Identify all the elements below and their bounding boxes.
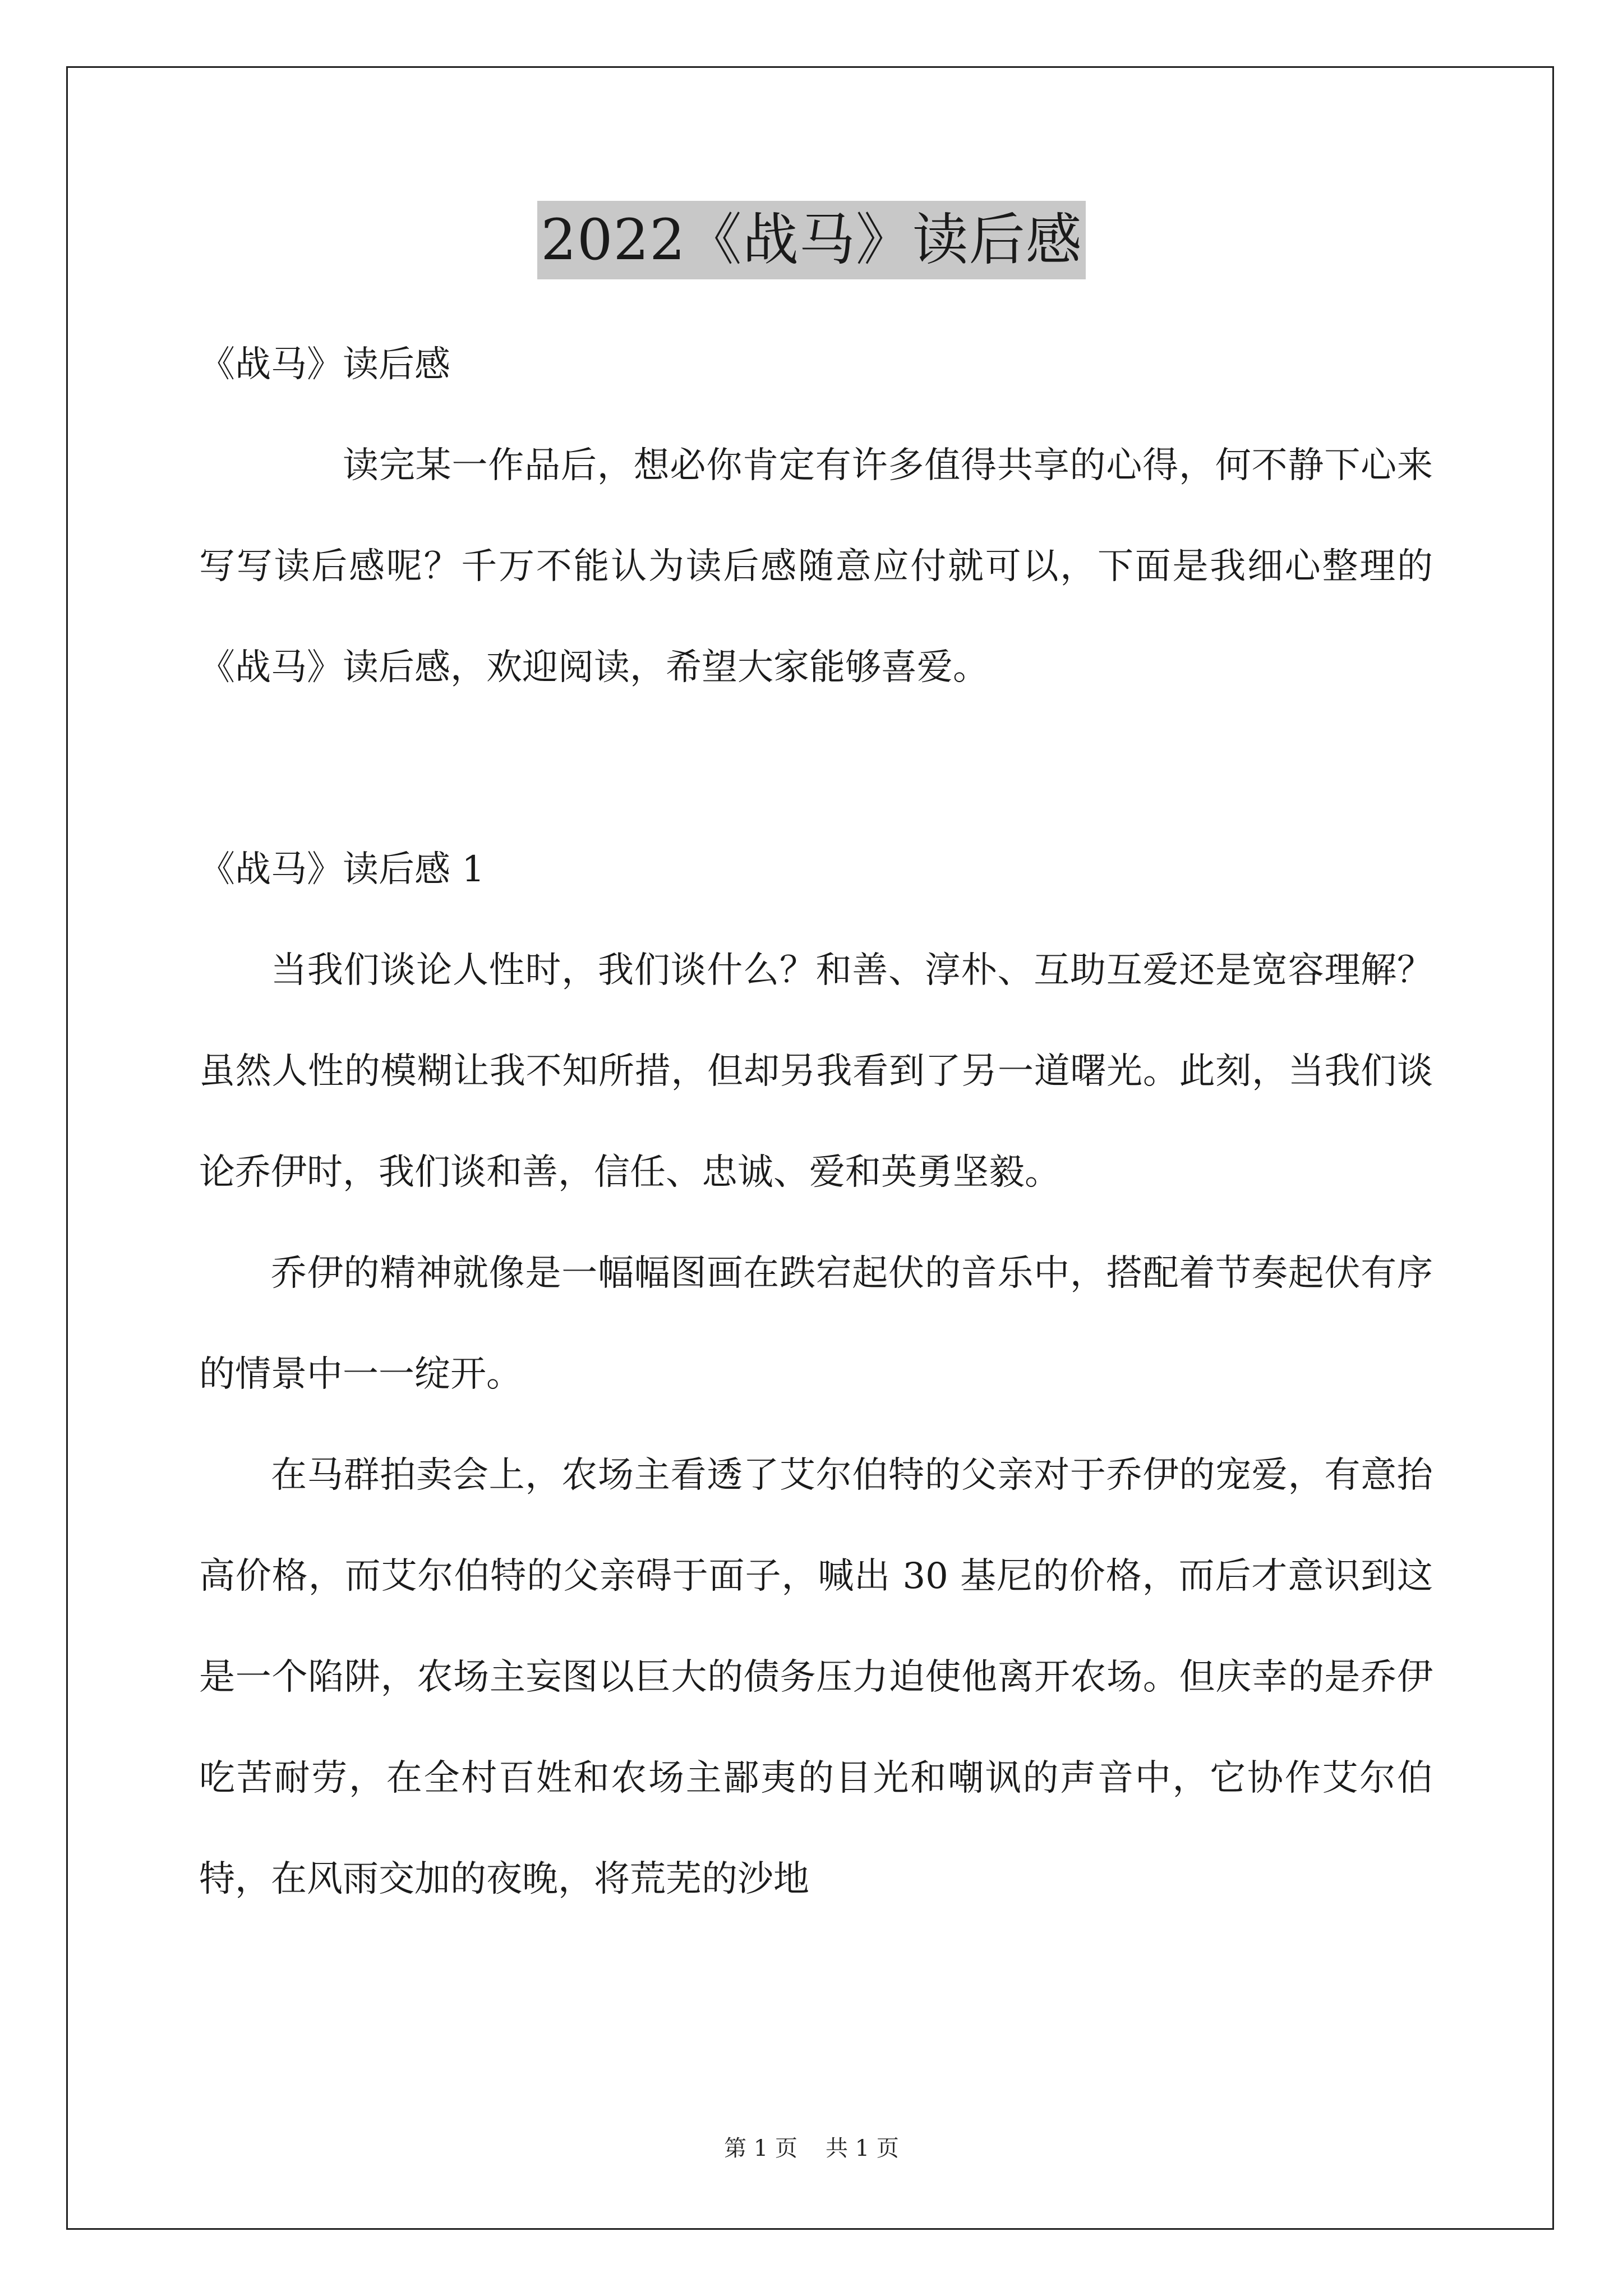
page-number: 第 1 页	[724, 2136, 797, 2161]
section-spacer	[199, 718, 1433, 819]
section1-heading: 《战马》读后感 1	[199, 849, 485, 890]
section1-paragraph-2: 乔伊的精神就像是一幅幅图画在跌宕起伏的音乐中，搭配着节奏起伏有序的情景中一一绽开。	[199, 1253, 1433, 1395]
page-total: 共 1 页	[826, 2136, 899, 2161]
document-body	[199, 314, 1433, 1930]
intro-paragraph: 读完某一作品后，想必你肯定有许多值得共享的心得，何不静下心来写写读后感呢？千万不能认为读后感随意应付就可以，下面是我细心整理的《战马》读后感，欢迎阅读，希望大家能够喜爱。	[199, 445, 1433, 688]
title-container	[0, 201, 1623, 279]
intro-heading: 《战马》读后感	[199, 344, 450, 385]
document-title: 2022《战马》读后感	[537, 201, 1086, 279]
section1-paragraph-3: 在马群拍卖会上，农场主看透了艾尔伯特的父亲对于乔伊的宠爱，有意抬高价格，而艾尔伯特的父亲碍于面子，喊出 30 基尼的价格，而后才意识到这是一个陷阱，农场主妄图以巨大的债务压力迫使他离开农场。但庆幸的是乔伊吃苦耐劳，在全村百姓和农场主鄙夷的目光和嘲讽的声音中，它协作艾尔伯特，在风雨交加的夜晚，将荒芜的沙地	[199, 1455, 1433, 1900]
section1-paragraph-1: 当我们谈论人性时，我们谈什么？和善、淳朴、互助互爱还是宽容理解？虽然人性的模糊让我不知所措，但却另我看到了另一道曙光。此刻，当我们谈论乔伊时，我们谈和善，信任、忠诚、爱和英勇坚毅。	[199, 950, 1433, 1193]
page-footer	[0, 2132, 1623, 2165]
